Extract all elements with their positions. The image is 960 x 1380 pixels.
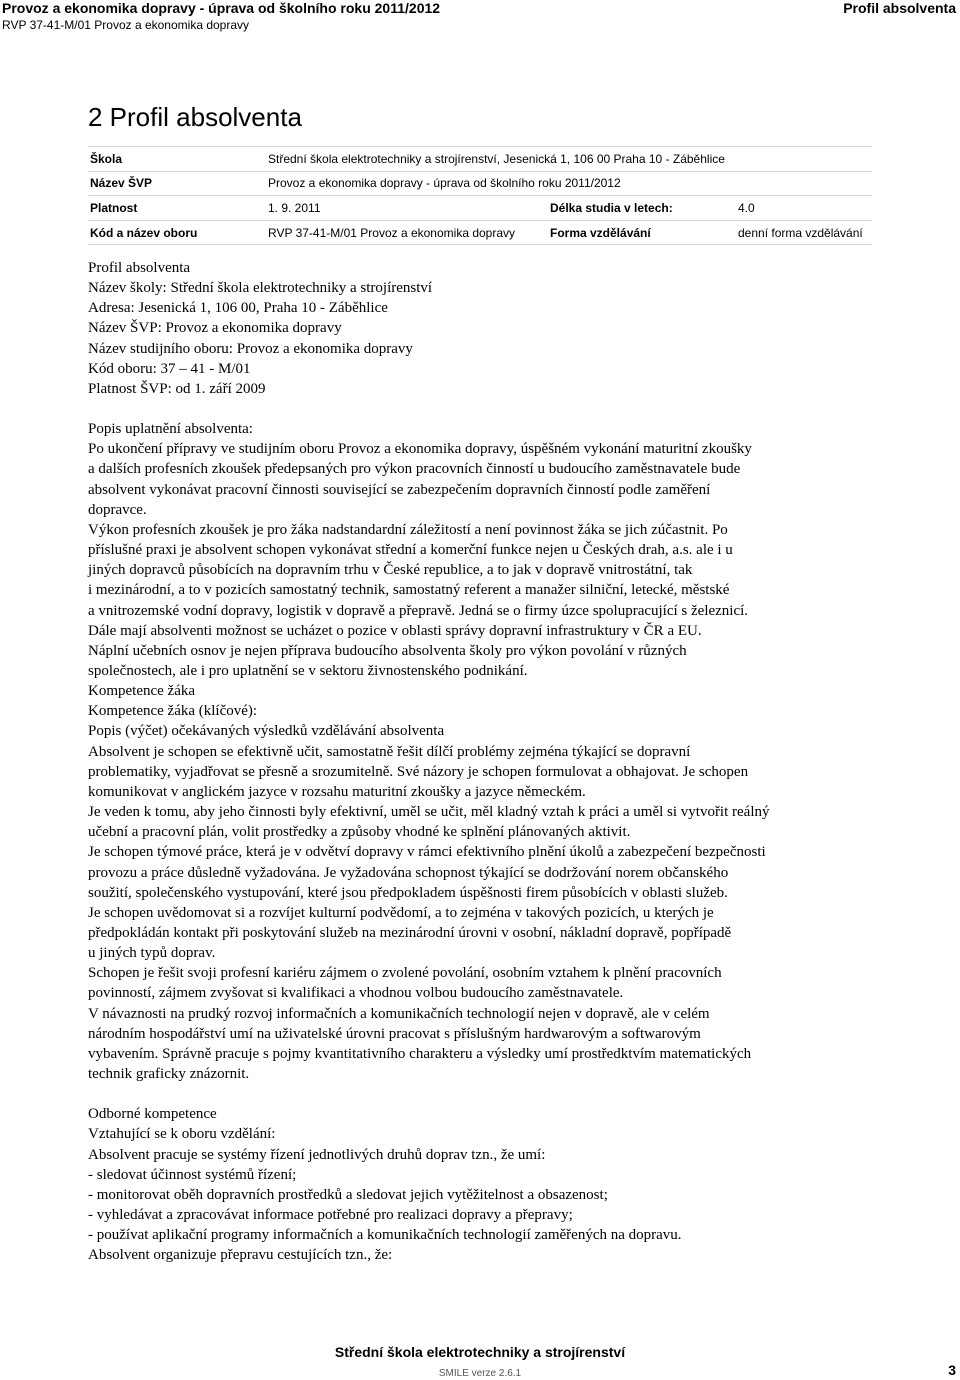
graduate-description-block [88,419,878,1084]
text-line: povinností, zájmem zvyšovat si kvalifikaci a vhodnou volbou budoucího zaměstnavatele. [88,985,624,1002]
text-line: Popis uplatnění absolventa: [88,421,253,438]
professional-competences-block [88,1104,878,1265]
text-line: soužití, společenského vystupování, které jsou předpokladem úspěšnosti firem působících v oblasti služeb. [88,884,728,901]
text-line: u jiných typů doprav. [88,945,216,962]
text-line: dopravce. [88,501,147,518]
text-line: komunikovat v anglickém jazyce v rozsahu maturitní zkoušky a jazyce německém. [88,783,586,800]
text-line: provozu a práce důsledně vyžadována. Je vyžadována schopnost týkající se dodržování norem občanského [88,864,729,881]
running-header [2,0,440,33]
text-line: národním hospodářství umí na uživatelské úrovni pracovat s příslušným hardwarovým a softwarovým [88,1025,701,1042]
table-row [88,196,872,221]
text-line: Profil absolventa [88,260,191,276]
text-line: Název školy: Střední škola elektrotechniky a strojírenství [88,280,433,297]
text-line: Kód oboru: 37 – 41 - M/01 [88,360,251,377]
section-name: Profil absolventa [843,0,956,16]
text-line: problematiky, vyjadřovat se přesně a srozumitelně. Své názory je schopen formulovat a obhajovat. Je schopen [88,763,749,780]
text-line: - vyhledávat a zpracovávat informace potřebné pro realizaci dopravy a přepravy; [88,1207,573,1224]
footer-school: Střední škola elektrotechniky a strojírenství [334,1344,626,1360]
spacer [88,399,878,419]
value-platnost: 1. 9. 2011 [266,196,548,221]
text-line: Výkon profesních zkoušek je pro žáka nadstandardní záležitostí a není povinnost žáka se jich zúčastnit. Po [88,521,728,538]
text-line: Absolvent je schopen se efektivně učit, samostatně řešit dílčí problémy zejména týkající se dopravní [88,743,691,760]
text-line: i mezinárodní, a to v pozicích samostatný technik, samostatný referent a manažer silniční, letecké, městské [88,582,730,599]
text-line: Kompetence žáka (klíčové): [88,703,258,720]
text-line: Je schopen týmové práce, která je v odvětví dopravy v rámci efektivního plnění úkolů a zabezpečení bezpečnosti [88,844,766,861]
text-line: Je schopen uvědomovat si a rozvíjet kulturní podvědomí, a to zejména v takových pozicích, u kterých je [88,904,714,921]
table-row [88,147,872,172]
value-kod: RVP 37-41-M/01 Provoz a ekonomika dopravy [266,220,548,245]
section-heading: 2 Profil absolventa [88,102,302,132]
table-row [88,171,872,196]
text-line: technik graficky znázornit. [88,1066,250,1083]
text-line: absolvent vykonávat pracovní činnosti související se zabezpečením dopravních činností podle zaměření [88,481,711,498]
text-line: V návaznosti na prudký rozvoj informačních a komunikačních technologií nejen v dopravě, ale v celém [88,1005,710,1022]
text-line: Absolvent pracuje se systémy řízení jednotlivých druhů doprav tzn., že umí: [88,1146,546,1163]
text-line: Po ukončení přípravy ve studijním oboru Provoz a ekonomika dopravy, úspěšném vykonání maturitní zkoušky [88,441,752,458]
text-line: Je veden k tomu, aby jeho činnosti byly efektivní, uměl se učit, měl kladný vztah k práci a uměl si vytvořit reálný [88,804,770,821]
text-line: Odborné kompetence [88,1106,217,1123]
document-subtitle: RVP 37-41-M/01 Provoz a ekonomika dopravy [2,18,250,32]
text-line: Název ŠVP: Provoz a ekonomika dopravy [88,320,342,337]
spacer [88,1084,878,1104]
label-kod: Kód a název oboru [88,220,266,245]
value-skola: Střední škola elektrotechniky a strojírenství, Jesenická 1, 106 00 Praha 10 - Záběhlice [266,147,872,172]
text-line: Popis (výčet) očekávaných výsledků vzdělávání absolventa [88,723,445,740]
text-line: - používat aplikační programy informačních a komunikačních technologií zaměřených na dopravu. [88,1227,682,1244]
value-forma: denní forma vzdělávání [736,220,872,245]
text-line: příslušné praxi je absolvent schopen vykonávat střední a komerční funkce nejen u Českých drah, a.s. ale i u [88,542,733,559]
text-line: vybavením. Správně pracuje s pojmy kvantitativního charakteru a výsledky umí prostředktvím matematických [88,1045,752,1062]
text-line: předpokládán kontakt při poskytování služeb na mezinárodní úrovni v osobní, nákladní dopravě, popřípadě [88,925,732,941]
text-line: Absolvent organizuje přepravu cestujících tzn., že: [88,1247,393,1264]
text-line: - monitorovat oběh dopravních prostředků a sledovat jejich vytěžitelnost a obsazenost; [88,1186,608,1203]
info-table [88,146,872,245]
document-title: Provoz a ekonomika dopravy - úprava od školního roku 2011/2012 [2,0,441,16]
label-skola: Škola [88,147,266,172]
value-svp: Provoz a ekonomika dopravy - úprava od školního roku 2011/2012 [266,171,872,196]
label-forma: Forma vzdělávání [548,220,736,245]
text-line: společnostech, ale i pro uplatnění se v sektoru živnostenského podnikání. [88,662,528,679]
text-line: Náplní učebních osnov je nejen příprava budoucího absolventa školy pro výkon povolání v různých [88,642,687,659]
table-row [88,220,872,245]
label-platnost: Platnost [88,196,266,221]
label-svp: Název ŠVP [88,171,266,196]
text-line: učební a pracovní plán, volit prostředky a způsoby vhodné ke splnění plánovaných aktivit. [88,824,631,841]
text-line: a vnitrozemské vodní dopravy, logistik v dopravě a přepravě. Jedná se o firmy úzce spolupracující s železnicí. [88,602,749,619]
page-number: 3 [948,1362,956,1378]
text-line: Adresa: Jesenická 1, 106 00, Praha 10 - Záběhlice [88,300,388,317]
label-delka: Délka studia v letech: [548,196,736,221]
text-line: Kompetence žáka [88,683,196,700]
text-line: Dále mají absolventi možnost se ucházet o pozice v oblasti správy dopravní infrastruktury v ČR a EU. [88,622,702,639]
text-line: a dalších profesních zkoušek předepsaných pro výkon pracovních činností u budoucího zaměstnavatele bude [88,461,741,478]
text-line: - sledovat účinnost systémů řízení; [88,1166,297,1183]
footer-version: SMILE verze 2.6.1 [438,1368,522,1379]
text-line: Schopen je řešit svoji profesní kariéru zájmem o zvolené povolání, osobním vztahem k plnění pracovních [88,965,722,982]
profile-text [88,258,878,1266]
value-delka: 4.0 [736,196,872,221]
text-line: jiných dopravců působících na dopravním trhu v České republice, a to jak v dopravě vnitrostátní, tak [88,562,693,579]
text-line: Platnost ŠVP: od 1. září 2009 [88,380,266,397]
text-line: Vztahující se k oboru vzdělání: [88,1126,276,1143]
school-info-block [88,258,878,399]
text-line: Název studijního oboru: Provoz a ekonomika dopravy [88,340,413,357]
